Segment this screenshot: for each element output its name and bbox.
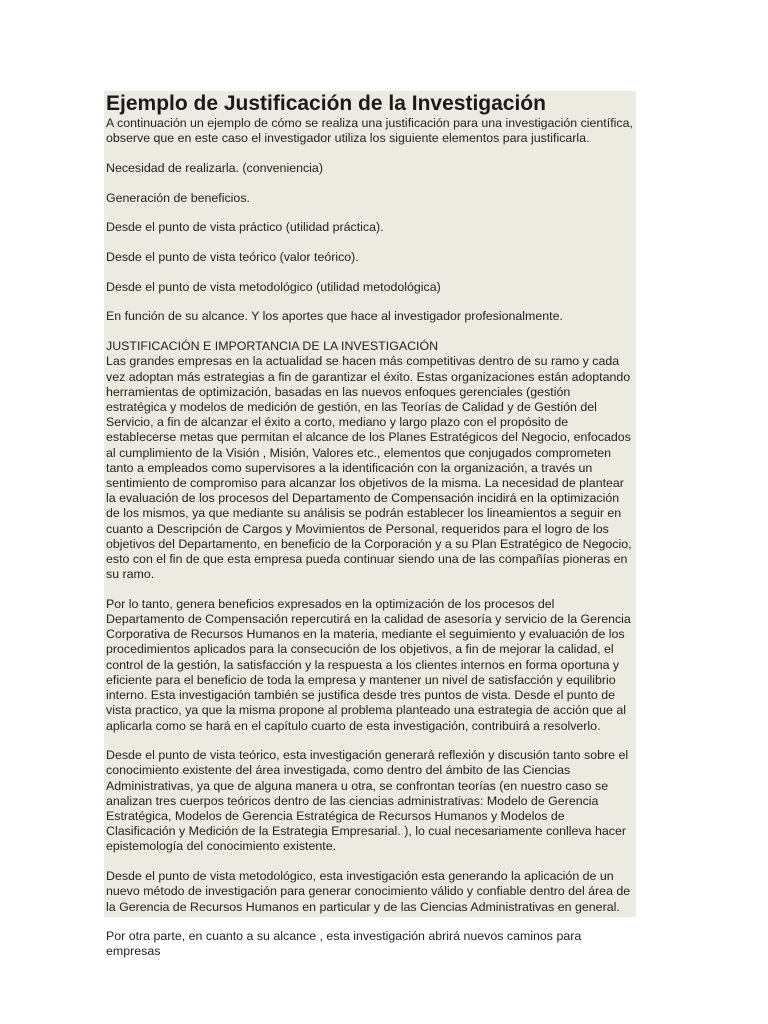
list-item: Desde el punto de vista teórico (valor teórico). — [106, 250, 359, 265]
list-item: Generación de beneficios. — [106, 190, 250, 205]
body-paragraph: Desde el punto de vista metodológico, esta investigación esta generando la aplicación de un nuevo método de investigación para generar conocimiento válido y confiable dentro del área de la Gerencia de Recursos Humanos en particular y de las Ciencias Administrativas en general. — [106, 869, 631, 914]
list-item: Desde el punto de vista metodológico (utilidad metodológica) — [106, 279, 441, 294]
body-paragraph: Por otra parte, en cuanto a su alcance , esta investigación abrirá nuevos caminos para empresas — [106, 929, 582, 959]
list-item: Desde el punto de vista práctico (utilidad práctica). — [106, 220, 384, 235]
section-heading: JUSTIFICACIÓN E IMPORTANCIA DE LA INVESTIGACIÓN — [106, 339, 439, 354]
intro-paragraph: A continuación un ejemplo de cómo se realiza una justificación para una investigación científica, observe que en este caso el investigador utiliza los siguiente elementos para justificarla. — [106, 116, 633, 146]
body-paragraph: Por lo tanto, genera beneficios expresados en la optimización de los procesos del Departamento de Compensación repercutirá en la calidad de asesoría y servicio de la Gerencia Corporativa de Recursos Humanos en la materia, mediante el seguimiento y evaluación de los procedimientos aplicados para la consecución de los objetivos, a fin de mejorar la calidad, el control de la gestión, la satisfacción y la respuesta a los clientes internos en forma oportuna y eficiente para el beneficio de toda la empresa y mantener un nivel de satisfacción y equilibrio interno. Esta investigación también se justifica desde tres puntos de vista. Desde el punto de vista practico, ya que la misma propone al problema planteado una estrategia de acción que al aplicarla como se hará en el capítulo cuarto de esta investigación, contribuirá a resolverlo. — [106, 596, 631, 733]
list-item: Necesidad de realizarla. (conveniencia) — [106, 160, 323, 175]
body-paragraph: Desde el punto de vista teórico, esta investigación generará reflexión y discusión tanto sobre el conocimiento existente del área investigada, como dentro del ámbito de las Ciencias Administrativas, ya que de alguna manera u otra, se confrontan teorías (en nuestro caso se analizan tres cuerpos teóricos dentro de las ciencias administrativas: Modelo de Gerencia Estratégica, Modelos de Gerencia Estratégica de Recursos Humanos y Modelos de Clasificación y Medición de la Estrategia Empresarial. ), lo cual necesariamente conlleva hacer epistemología del conocimiento existente. — [106, 748, 629, 854]
list-item: En función de su alcance. Y los aportes que hace al investigador profesionalmente. — [106, 309, 563, 324]
body-paragraph: Las grandes empresas en la actualidad se hacen más competitivas dentro de su ramo y cada vez adoptan más estrategias a fin de garantizar el éxito. Estas organizaciones están adoptando herramientas de optimización, basadas en las nuevos enfoques gerenciales (gestión estratégica y modelos de medición de gestión, en las Teorías de Calidad y de Gestión del Servicio, a fin de alcanzar el éxito a corto, mediano y largo plazo con el propósito de establecerse metas que permitan el alcance de los Planes Estratégicos del Negocio, enfocados al cumplimiento de la Visión , Misión, Valores etc., elementos que conjugados comprometen tanto a empleados como supervisores a la identificación con la organización, a través un sentimiento de compromiso para alcanzar los objetivos de la misma. La necesidad de plantear la evaluación de los procesos del Departamento de Compensación incidirá en la optimización de los mismos, ya que mediante su análisis se podrán establecer los lineamientos a seguir en cuanto a Descripción de Cargos y Movimientos de Personal, requeridos para el logro de los objetivos del Departamento, en beneficio de la Corporación y a su Plan Estratégico de Negocio, esto con el fin de que esta empresa pueda continuar siendo una de las compañías pioneras en su ramo. — [106, 354, 632, 582]
document-page — [104, 91, 636, 959]
document-title: Ejemplo de Justificación de la Investigación — [106, 92, 546, 115]
